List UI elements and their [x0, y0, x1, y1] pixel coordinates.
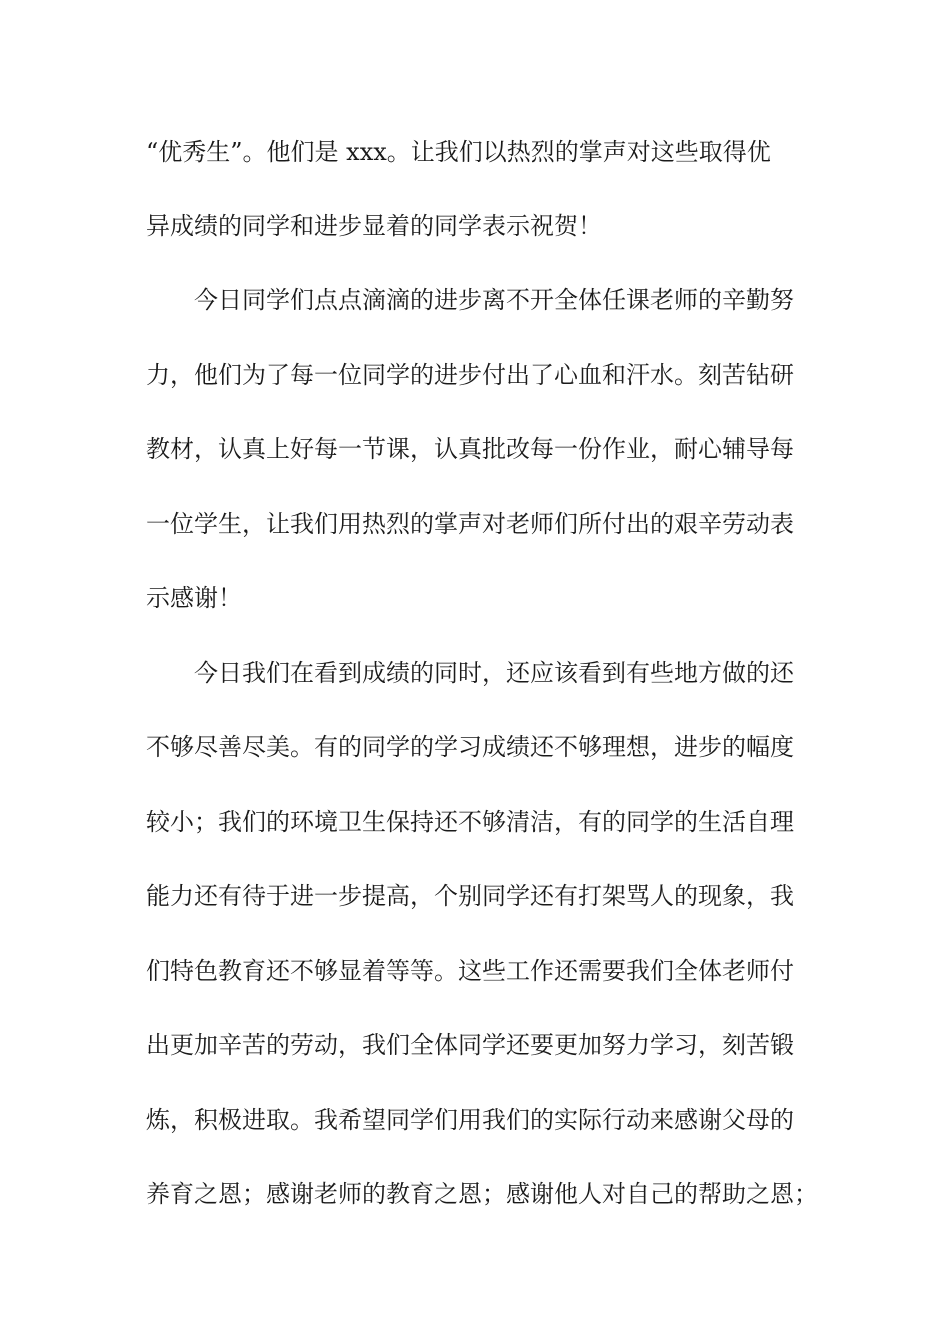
text-line: 异成绩的同学和进步显着的同学表示祝贺！	[146, 212, 602, 240]
text-line: 力，他们为了每一位同学的进步付出了心血和汗水。刻苦钻研	[146, 361, 794, 389]
paragraph-first-line: 今日同学们点点滴滴的进步离不开全体任课老师的辛勤努	[194, 286, 794, 314]
text-line: 养育之恩；感谢老师的教育之恩；感谢他人对自己的帮助之恩；	[146, 1180, 818, 1208]
text-line: 能力还有待于进一步提高，个别同学还有打架骂人的现象，我	[146, 882, 794, 910]
text-line: “优秀生”。他们是 xxx。让我们以热烈的掌声对这些取得优	[146, 138, 771, 166]
text-line: 示感谢！	[146, 584, 242, 612]
text-line: 出更加辛苦的劳动，我们全体同学还要更加努力学习，刻苦锻	[146, 1031, 794, 1059]
text-line: 一位学生，让我们用热烈的掌声对老师们所付出的艰辛劳动表	[146, 510, 794, 538]
text-line: 们特色教育还不够显着等等。这些工作还需要我们全体老师付	[146, 957, 794, 985]
text-line: 不够尽善尽美。有的同学的学习成绩还不够理想，进步的幅度	[146, 733, 794, 761]
text-line: 较小；我们的环境卫生保持还不够清洁，有的同学的生活自理	[146, 808, 794, 836]
text-line: 教材，认真上好每一节课，认真批改每一份作业，耐心辅导每	[146, 435, 794, 463]
paragraph-first-line: 今日我们在看到成绩的同时，还应该看到有些地方做的还	[194, 659, 794, 687]
text-line: 炼，积极进取。我希望同学们用我们的实际行动来感谢父母的	[146, 1106, 794, 1134]
